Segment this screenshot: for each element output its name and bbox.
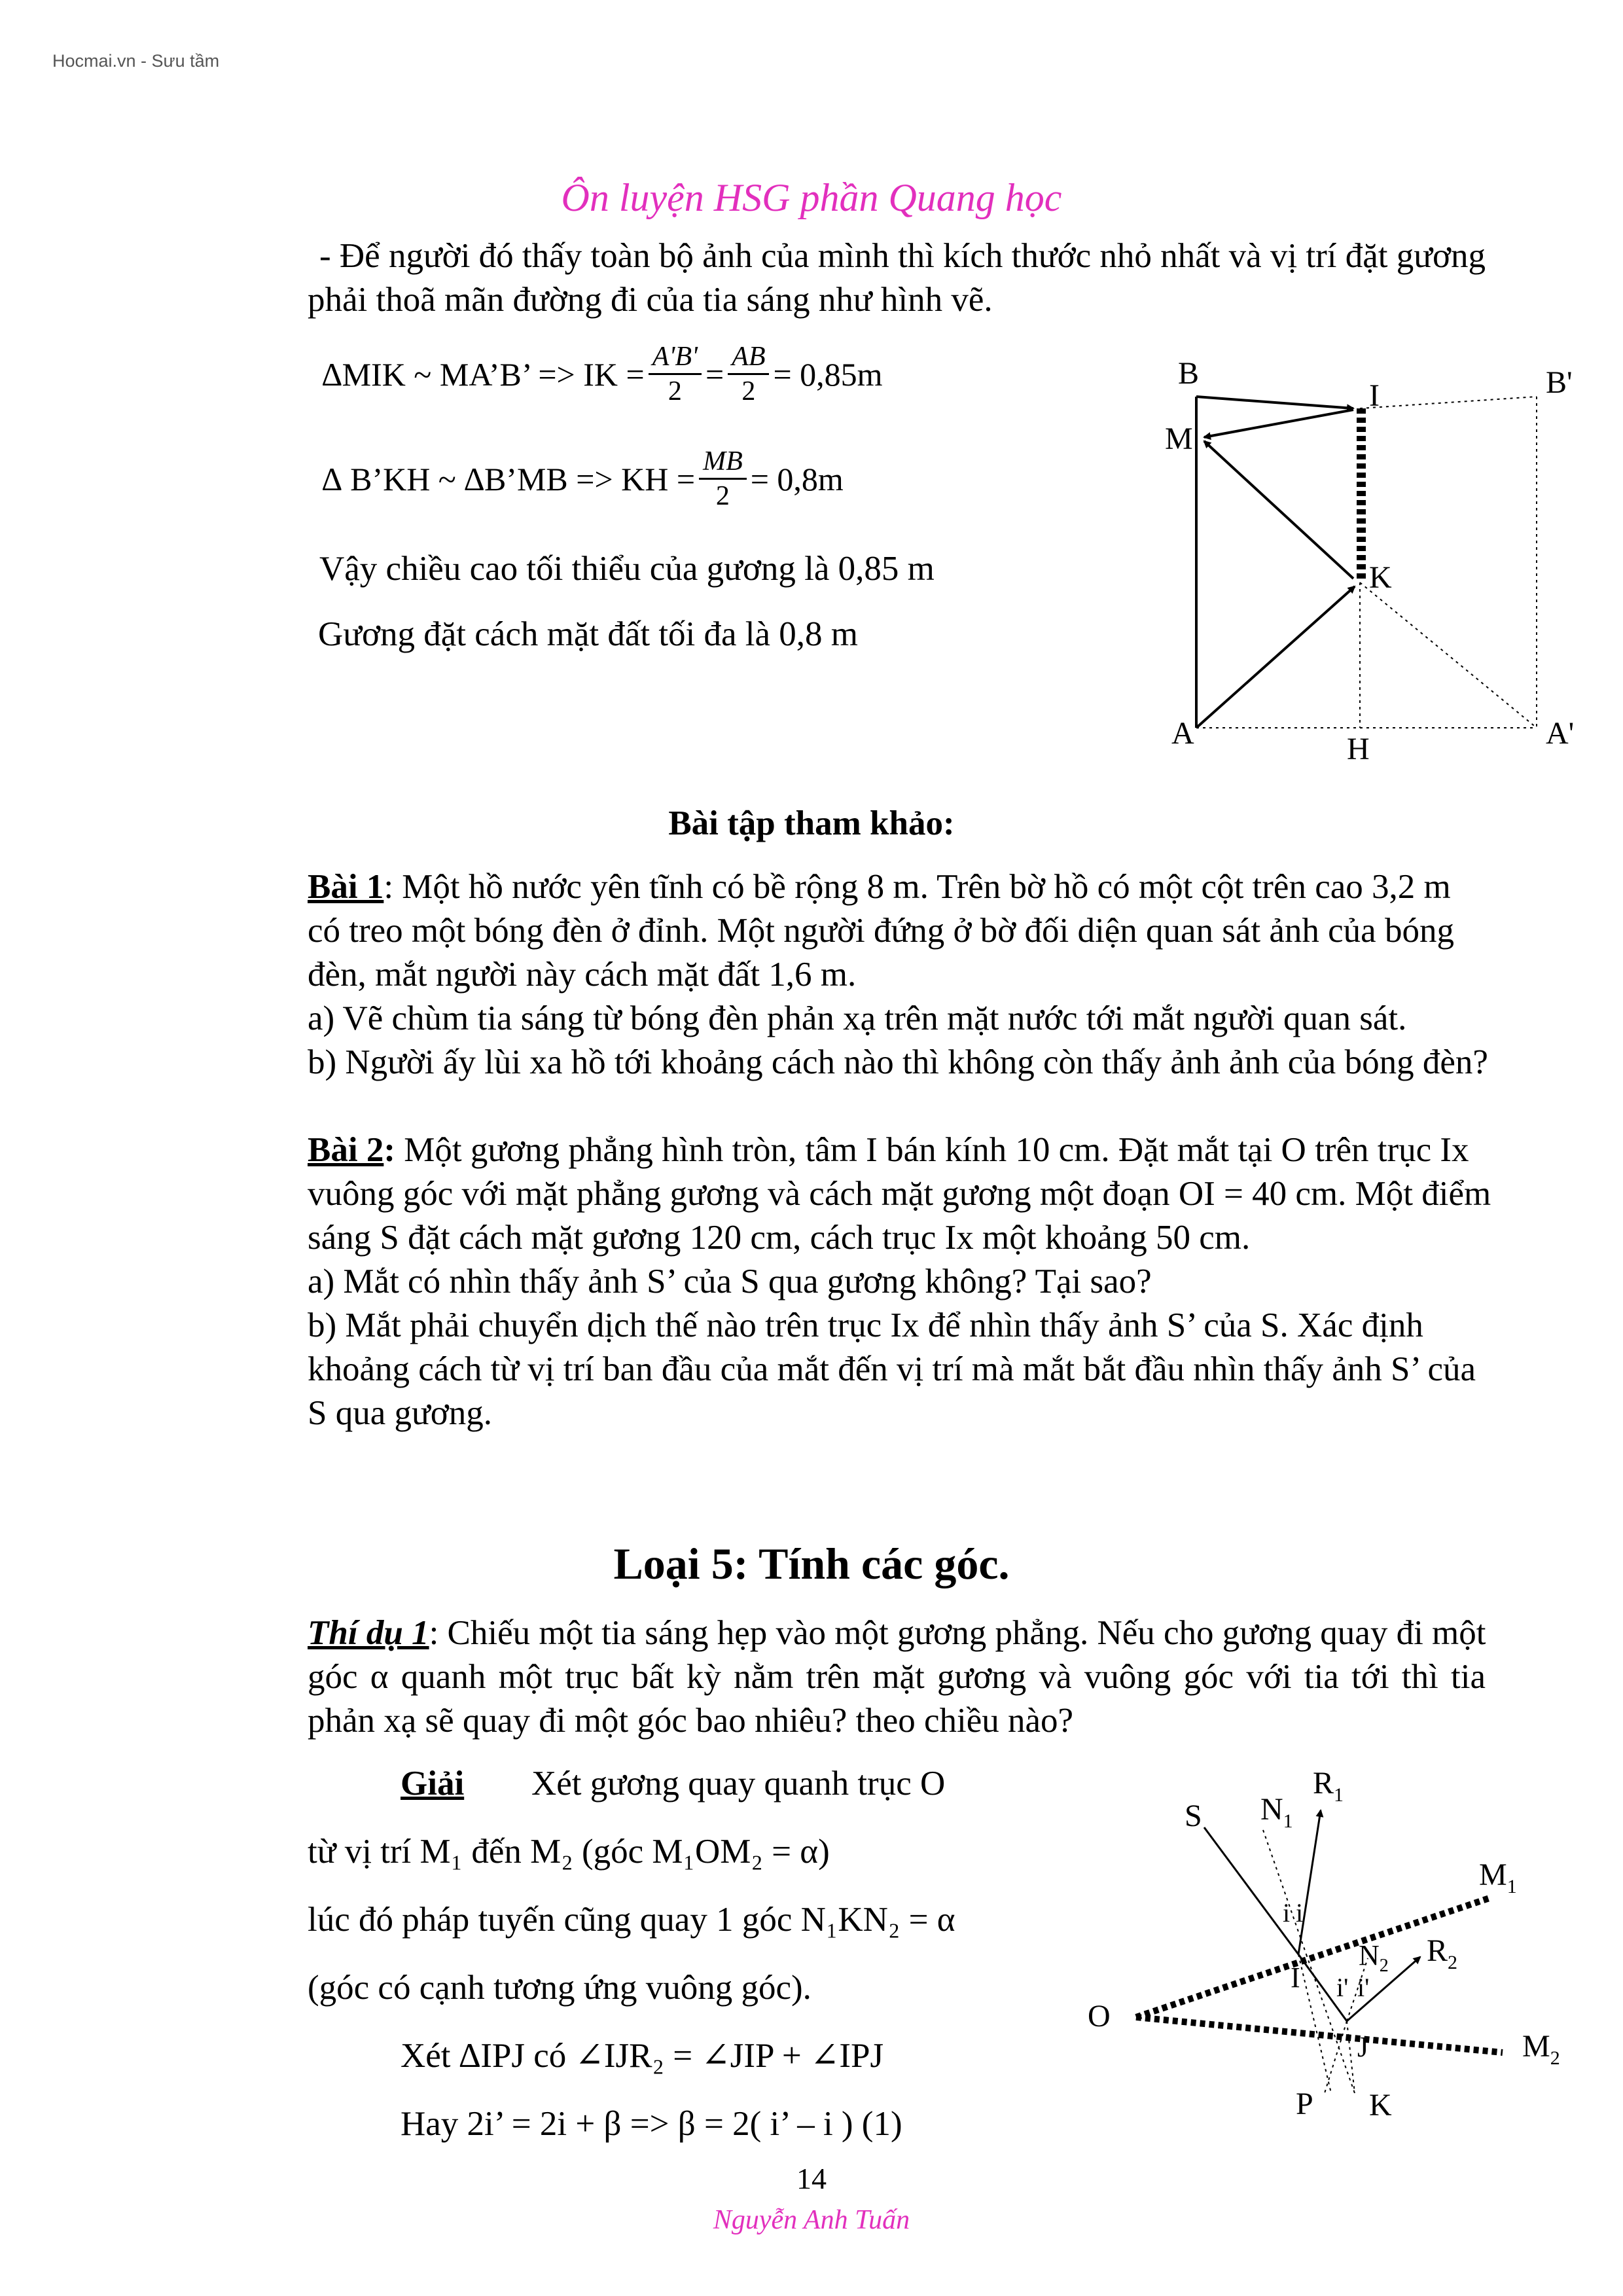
label-M2-sub: 2 [1550,2047,1560,2069]
section-title: Loại 5: Tính các góc. [613,1539,1010,1588]
eq2-prefix: ∆ B’KH ~ ∆B’MB => KH = [322,460,696,497]
bai2-line-6: khoảng cách từ vị trí ban đầu của mắt đến vị trí mà mắt bắt đầu nhìn thấy ảnh S’ của [308,1350,1476,1388]
bai2-line-2: vuông góc với mặt phẳng gương và cách mặt gương một đoạn OI = 40 cm. Một điểm [308,1175,1491,1213]
bai2-line-7: S qua gương. [308,1394,493,1432]
label-A: A [1171,716,1194,751]
label-M1 [1479,1857,1517,1897]
header-title: Ôn luyện HSG phần Quang học [561,176,1062,219]
ray-S-I [1204,1827,1298,1954]
label-i2: i [1296,1898,1304,1928]
mirror-diagram [1139,340,1597,759]
mirror-M2 [1136,2017,1503,2053]
segment-KAp [1360,583,1537,728]
label-S: S [1185,1799,1202,1833]
label-Ap: A' [1546,716,1575,751]
ray-A-to-K [1196,586,1355,728]
label-M2 [1522,2029,1560,2069]
bai1-text-1: : Một hồ nước yên tĩnh có bề rộng 8 m. Trên bờ hồ có một cột trên cao 3,2 m [383,868,1451,906]
solution-line-2: từ vị trí M₁ đến M₂ (góc M₁OM₂ = α) [308,1833,830,1871]
label-P: P [1296,2087,1313,2121]
example-line-1 [308,1611,1486,1655]
ray-I-to-M [1204,410,1353,437]
label-N1-sub: 1 [1283,1810,1293,1832]
label-R2-sub: 2 [1448,1952,1458,1973]
label-M1-sub: 1 [1507,1876,1517,1897]
label-B: B [1178,356,1200,391]
label-K: K [1369,560,1392,595]
bai1-line-5: b) Người ấy lùi xa hồ tới khoảng cách nào thì không còn thấy ảnh ảnh của bóng đèn? [308,1043,1488,1081]
label-M1-main: M [1479,1857,1507,1892]
label-N2-sub: 2 [1379,1956,1389,1976]
bai2-colon: : [383,1131,395,1169]
eq2-frac-den: 2 [715,481,730,511]
example-line-2: góc α quanh một trục bất kỳ nằm trên mặt gương và vuông góc với tia tới thì tia [308,1658,1486,1696]
label-R2-main: R [1427,1933,1448,1968]
rotating-mirror-diagram [1073,1754,1584,2121]
label-ip1: i' [1336,1973,1349,2002]
line-IP [1298,1954,1331,2093]
eq1-frac1-num: A'B' [649,340,702,375]
label-i1: i [1283,1898,1291,1928]
conclusion-1: Vậy chiều cao tối thiểu của gương là 0,85 m [319,550,935,588]
equation-1 [322,340,883,408]
footer-author: Nguyễn Anh Tuấn [713,2205,910,2235]
bai2-line-5: b) Mắt phải chuyển dịch thế nào trên trục Ix để nhìn thấy ảnh S’ của S. Xác định [308,1306,1423,1344]
label-H: H [1347,732,1370,759]
bai1-line-4: a) Vẽ chùm tia sáng từ bóng đèn phản xạ trên mặt nước tới mắt người quan sát. [308,999,1407,1037]
eq1-fraction-2 [728,340,769,408]
solution-line-5: Xét ∆IPJ có ∠IJR₂ = ∠JIP + ∠IPJ [401,2037,884,2075]
label-R1-sub: 1 [1334,1784,1344,1806]
label-I: I [1369,378,1380,413]
bai2-line-1 [308,1128,1469,1172]
label-M2-main: M [1522,2029,1550,2064]
reference-title: Bài tập tham khảo: [668,804,955,842]
intro-line-2: phải thoã mãn đường đi của tia sáng như hình vẽ. [308,281,993,319]
eq1-frac2-den: 2 [741,376,756,406]
equation-2 [322,445,844,512]
label-R2 [1427,1933,1457,1973]
label-N1-main: N [1260,1792,1283,1827]
eq2-result: = 0,8m [750,460,844,497]
label-R1-main: R [1313,1766,1334,1801]
bai2-line-3: sáng S đặt cách mặt gương 120 cm, cách trục Ix một khoảng 50 cm. [308,1219,1251,1257]
page-number: 14 [796,2162,827,2195]
example-line-3: phản xạ sẽ quay đi một góc bao nhiêu? theo chiều nào? [308,1702,1074,1740]
label-Bp: B' [1546,365,1573,400]
solution-line-3: lúc đó pháp tuyến cũng quay 1 góc N₁KN₂ = α [308,1901,955,1939]
conclusion-2: Gương đặt cách mặt đất tối đa là 0,8 m [318,615,859,653]
solution-line-4: (góc có cạnh tương ứng vuông góc). [308,1969,812,2007]
solution-label [401,1762,464,1806]
bai2-line-4: a) Mắt có nhìn thấy ảnh S’ của S qua gương không? Tại sao? [308,1263,1152,1300]
bai1-line-2: có treo một bóng đèn ở đỉnh. Một người đứng ở bờ đối diện quan sát ảnh của bóng [308,912,1454,950]
label-O: O [1088,1999,1111,2034]
label-N2-main: N [1359,1939,1380,1971]
eq1-frac1-den: 2 [668,376,682,406]
eq1-result: = 0,85m [773,355,883,393]
label-K: K [1369,2088,1392,2121]
segment-IBp [1360,397,1537,408]
line-JK [1347,2021,1355,2093]
bai2-label: Bài 2 [308,1131,384,1169]
eq1-fraction-1 [649,340,702,408]
solution-line-6: Hay 2i’ = 2i + β => β = 2( i’ – i ) (1) [401,2105,902,2143]
solution-label-text: Giải [401,1765,465,1803]
example-text-1: : Chiếu một tia sáng hẹp vào một gương phẳng. Nếu cho gương quay đi một [429,1614,1486,1652]
ray-R1 [1298,1810,1321,1954]
eq1-equals: = [705,355,724,393]
bai1-label: Bài 1 [308,868,384,906]
ray-B-to-I [1196,397,1353,408]
solution-line-1: Xét gương quay quanh trục O [531,1765,946,1803]
eq1-frac2-num: AB [728,340,769,375]
bai2-text-1: Một gương phẳng hình tròn, tâm I bán kính 10 cm. Đặt mắt tại O trên trục Ix [395,1131,1469,1169]
eq1-prefix: ∆MIK ~ MA’B’ => IK = [322,355,645,393]
ray-K-to-M [1204,441,1353,579]
label-R1 [1313,1766,1344,1806]
label-N1 [1260,1792,1293,1832]
label-I: I [1291,1962,1300,1994]
bai1-line-3: đèn, mắt người này cách mặt đất 1,6 m. [308,956,857,994]
source-label: Hocmai.vn - Sưu tầm [52,51,220,71]
label-N2 [1359,1939,1389,1976]
label-J: J [1357,2031,1369,2063]
bai1-line-1 [308,865,1451,909]
example-label: Thí dụ 1 [308,1614,429,1652]
eq2-fraction [699,445,747,512]
intro-line-1: - Để người đó thấy toàn bộ ảnh của mình thì kích thước nhỏ nhất và vị trí đặt gương [319,237,1486,275]
eq2-frac-num: MB [699,445,747,480]
label-ip2: i' [1357,1973,1370,2002]
label-M: M [1165,422,1193,456]
